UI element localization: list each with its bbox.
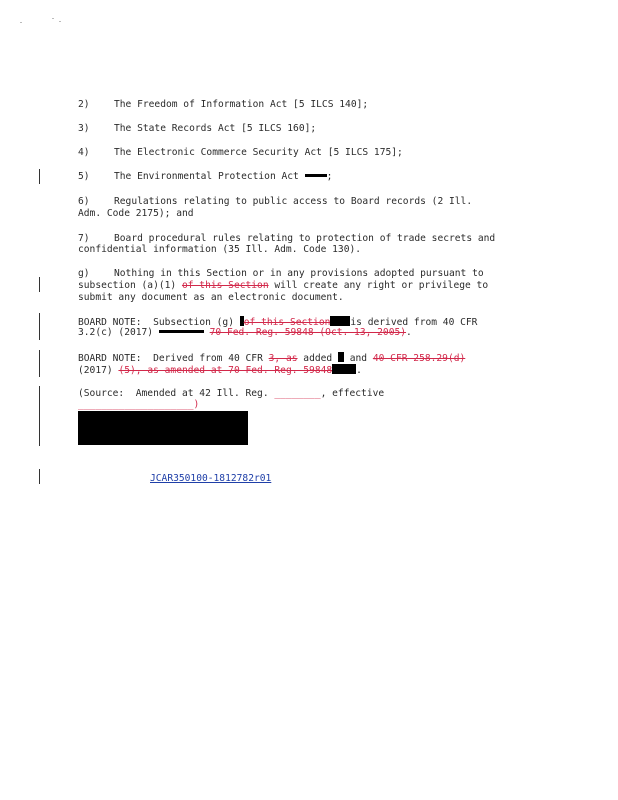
redaction-mark [159,330,204,333]
change-bar [39,277,40,292]
board-note-1-line2: 3.2(c) (2017) 70 Fed. Reg. 59848 (Oct. 13, 2005). [78,327,412,338]
board-note-1: BOARD NOTE: Subsection (g) of this Section is derived from 40 CFR [78,317,478,328]
list-item-6-cont: Adm. Code 2175); and [78,208,194,219]
subsection-g-line3: submit any document as an electronic document. [78,292,344,303]
change-bar [39,469,40,484]
list-item-7-cont: confidential information (35 Ill. Adm. Code 130). [78,244,362,255]
scan-speck [59,21,61,22]
list-item-3: 3) The State Records Act [5 ILCS 160]; [78,123,317,134]
list-item-2: 2) The Freedom of Information Act [5 ILCS 140]; [78,99,369,110]
change-bar [39,313,40,340]
redacted-block [78,411,248,445]
list-item-6: 6) Regulations relating to public access to Board records (2 Ill. [78,196,473,207]
list-item-7: 7) Board procedural rules relating to protection of trade secrets and [78,233,496,244]
board-note-2: BOARD NOTE: Derived from 40 CFR 3, as added and 40 CFR 258.29(d) [78,353,466,364]
scan-speck [52,18,54,19]
list-item-4: 4) The Electronic Commerce Security Act [5 ILCS 175]; [78,147,403,158]
change-bar [39,350,40,377]
subsection-g-line2: subsection (a)(1) of this Section will create any right or privilege to [78,280,489,291]
change-bar [39,169,40,184]
board-note-2-line2: (2017) (5), as amended at 70 Fed. Reg. 59848 . [78,365,362,376]
redaction-mark [305,174,327,177]
source-note: (Source: Amended at 42 Ill. Reg. ________, effective [78,388,385,399]
redaction-mark [332,364,356,374]
change-bar [39,386,40,446]
subsection-g: g) Nothing in this Section or in any provisions adopted pursuant to [78,268,484,279]
source-note-line2: ____________________) [78,399,200,410]
redaction-mark [330,316,350,326]
scan-speck [20,22,22,23]
list-item-5: 5) The Environmental Protection Act ; [78,171,333,182]
document-reference-link[interactable]: JCAR350100-1812782r01 [150,473,272,484]
